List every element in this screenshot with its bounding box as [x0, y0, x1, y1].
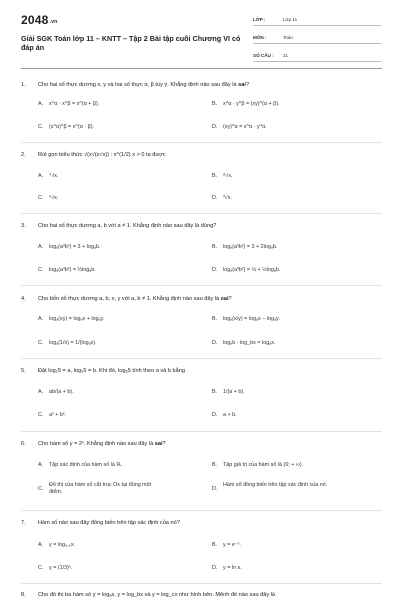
- question-number: 5.: [21, 368, 26, 374]
- question-stem: Cho hàm số y = 2ˣ. Khẳng định nào sau đây là sai?: [38, 441, 166, 447]
- question-stem: Cho bốn số thực dương a, b, x, y với a, b ≠ 1. Khẳng định nào sau đây là sai?: [38, 296, 232, 302]
- question-stem: Hàm số nào sau đây đồng biến trên tập xác định của nó?: [38, 520, 180, 526]
- question-stem: Đặt log₂5 = a, log₃5 = b. Khi đó, log₆5 tính theo a và b bằng: [38, 368, 185, 374]
- site-logo[interactable]: [21, 13, 57, 27]
- meta-value: Toán: [283, 35, 293, 40]
- question-separator: [21, 142, 382, 143]
- question-separator: [21, 431, 382, 432]
- question-stem: Cho hai số thực dương a, b với a ≠ 1. Khẳng định nào sau đây là đúng?: [38, 223, 217, 229]
- logo-text: 2048: [21, 13, 49, 27]
- question-number: 7.: [21, 520, 26, 526]
- page-title: Giải SGK Toán lớp 11 – KNTT – Tập 2 Bài tập cuối Chương VI có đáp án: [21, 34, 241, 52]
- question-number: 1.: [21, 82, 26, 88]
- question-separator: [21, 213, 382, 214]
- question-number: 4.: [21, 296, 26, 302]
- question-stem: Rút gọn biểu thức √(x√(x√x)) : x^(1/2) x > 0 ta được: [38, 152, 166, 158]
- question-number: 6.: [21, 441, 26, 447]
- meta-key: SỐ CÂU :: [253, 53, 274, 58]
- document-page: 2048.vn Giải SGK Toán lớp 11 – KNTT – Tập 2 Bài tập cuối Chương VI có đáp án LỚP : Lớp 11 MÔN : Toán SỐ CÂU : 21 1. Cho hai số thực dương x, y và hai số thực α, β tùy ý. Khẳng định nào sau đây là sai? A. x^α · x^β = x^(α + β). B. x^α · y^β = (xy)^(α + β). C. (x^α)^β = x^(α · β). D. (xy)^α = x^α · y^α. 2. Rút gọn biểu thức √(x√(x√x)) : x^(1/2) x > 0 ta được A. ⁴√x. B. ⁸√x. C. ⁶√x. D. ³√x. 3. Cho hai số thực dương a, b với a ≠ 1. Khẳng định nào sau đây là đúng? A. logₐ(a³b²) = 3 + logₐb. B. logₐ(a³b²) = 3 + 2logₐb. C. logₐ(a³b²) = ⅔logₐb. D. logₐ(a³b²) = ⅓ + ½logₐb. 4. Cho bốn số thực dương a, b, x, y với a, b ≠ 1. Khẳng định nào sau đây là sai? A. logₐ(xy) = logₐx + logₐy. B. logₐ(x/y) = logₐx − logₐy. C. logₐ(1/x) = 1/(logₐx). D. logₐb · log_bx = logₐx. 5. Đặt log₂5 = a, log₃5 = b. Khi đó, log₆5 tính theo a và b bằng A. ab/(a + b). B. 1/(a + b). C. a² + b². D. a + b. 6. Cho hàm số y = 2ˣ. Khẳng định nào sau đây là sai? A. Tập xác định của hàm số là ℝ. B. Tập giá trị của hàm số là (0; + ∞). C. Đồ thị của hàm số cắt trục Ox tại đúng một điểm. D. Hàm số đồng biến trên tập xác định của nó. 7. Hàm số nào sau đây đồng biến trên tập xác định của nó? A. y = log₀,₅x. B. y = e⁻ˣ. C. y = (1/3)ˣ. D. y = ln x. 8. Cho đồ thị ba hàm số y = logₐx, y = log_bx và y = log_cx như hình bên. Mệnh đề nào sau đây là: [0, 0, 400, 600]
- meta-key: LỚP :: [253, 17, 266, 22]
- meta-row-class: [253, 14, 381, 26]
- question-stem: Cho hai số thực dương x, y và hai số thực α, β tùy ý. Khẳng định nào sau đây là sai?: [38, 82, 250, 88]
- question-number: 8.: [21, 592, 26, 598]
- meta-key: MÔN :: [253, 35, 267, 40]
- question-number: 2.: [21, 152, 26, 158]
- logo-suffix: .vn: [49, 19, 58, 25]
- question-separator: [21, 583, 382, 584]
- question-separator: [21, 358, 382, 359]
- header-divider: [21, 68, 382, 69]
- meta-row-count: [253, 50, 381, 62]
- question-stem: Cho đồ thị ba hàm số y = logₐx, y = log_bx và y = log_cx như hình bên. Mệnh đề nào sau đây là: [38, 592, 276, 598]
- meta-panel: [253, 14, 381, 68]
- question-separator: [21, 285, 382, 286]
- question-number: 3.: [21, 223, 26, 229]
- meta-value: 21: [283, 53, 289, 58]
- meta-row-subject: [253, 32, 381, 44]
- question-separator: [21, 510, 382, 511]
- meta-value: Lớp 11: [283, 17, 298, 22]
